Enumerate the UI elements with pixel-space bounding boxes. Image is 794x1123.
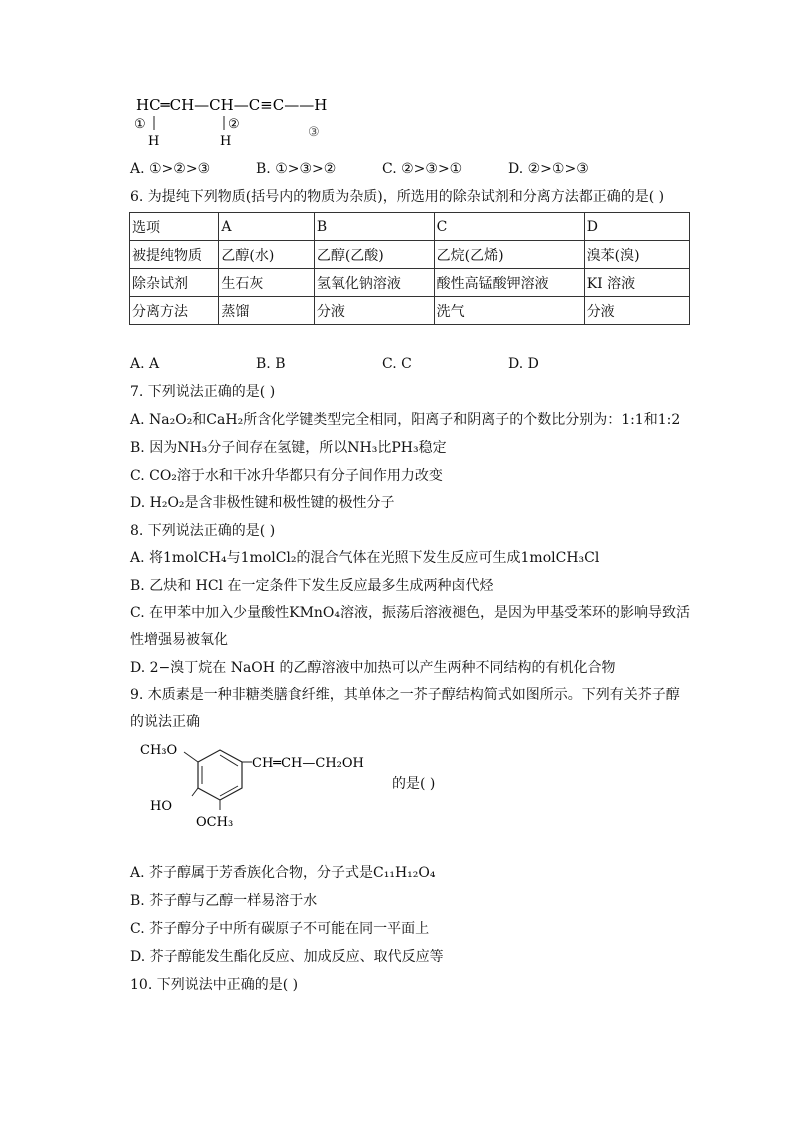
q5-h1: H [148, 134, 160, 149]
q5-formula: HC═CH—CH—C≡C——H [136, 96, 328, 114]
q8-option-a: A. 将1molCH₄与1molCl₂的混合气体在光照下发生反应可生成1molCH₃Cl [130, 550, 600, 566]
table-row [130, 269, 690, 297]
table-row [130, 297, 690, 325]
q9-option-a: A. 芥子醇属于芳香族化合物，分子式是C₁₁H₁₂O₄ [130, 865, 436, 881]
table-header-cell: B [314, 213, 434, 241]
q9-bond-top [184, 752, 198, 762]
table-row [130, 241, 690, 269]
q7-option-a: A. Na₂O₂和CaH₂所含化学键类型完全相同，阳离子和阴离子的个数比分别为：1:1和1:2 [130, 412, 681, 428]
table-cell: 乙醇(水) [219, 241, 314, 269]
q5-option-c: C. ②>③>① [382, 161, 463, 177]
q9-option-b: B. 芥子醇与乙醇一样易溶于水 [130, 893, 318, 909]
q5-label-2: ② [228, 117, 240, 132]
q5-option-a: A. ①>②>③ [130, 161, 211, 177]
q6-option-a: A. A [130, 356, 160, 372]
q10-stem: 10. 下列说法中正确的是( ) [130, 977, 299, 993]
table-header-cell: 选项 [130, 213, 219, 241]
q5-structure-diagram [130, 94, 370, 150]
q9-stem-tail: 的是( ) [392, 776, 436, 792]
q9-ring-double-2 [220, 755, 238, 766]
table-cell: 蒸馏 [219, 297, 314, 325]
table-cell: 酸性高锰酸钾溶液 [434, 269, 584, 297]
table-cell: 分离方法 [130, 297, 219, 325]
table-cell: 洗气 [434, 297, 584, 325]
q7-option-d: D. H₂O₂是含非极性键和极性键的极性分子 [130, 495, 395, 511]
table-cell: 除杂试剂 [130, 269, 219, 297]
q9-substituent-ho: HO [150, 799, 172, 814]
q9-substituent-bottom: OCH₃ [196, 815, 234, 830]
table-header-cell: A [219, 213, 314, 241]
q9-structure-diagram [140, 738, 390, 830]
q9-stem-line1: 9. 木质素是一种非糖类膳食纤维，其单体之一芥子醇结构简式如图所示。下列有关芥子醇 [130, 687, 680, 703]
q9-option-d: D. 芥子醇能发生酯化反应、加成反应、取代反应等 [130, 949, 444, 965]
q6-option-c: C. C [382, 356, 412, 372]
q8-option-b: B. 乙炔和 HCl 在一定条件下发生反应最多生成两种卤代烃 [130, 578, 494, 594]
table-header-cell: C [434, 213, 584, 241]
q8-option-c-line2: 性增强易被氧化 [130, 632, 228, 648]
q5-h2: H [220, 134, 232, 149]
q9-stem-line2: 的说法正确 [130, 714, 200, 730]
q6-option-b: B. B [256, 356, 286, 372]
q9-chain: CH═CH—CH₂OH [252, 756, 364, 771]
table-cell: 被提纯物质 [130, 241, 219, 269]
q5-option-d: D. ②>①>③ [508, 161, 589, 177]
q6-table [129, 212, 690, 325]
q9-benzene-ring [198, 750, 242, 800]
q7-stem: 7. 下列说法正确的是( ) [130, 384, 276, 400]
q6-stem: 6. 为提纯下列物质(括号内的物质为杂质)，所选用的除杂试剂和分离方法都正确的是( ) [130, 189, 665, 205]
table-cell: 生石灰 [219, 269, 314, 297]
q7-option-c: C. CO₂溶于水和干冰升华都只有分子间作用力改变 [130, 468, 443, 484]
q9-option-c: C. 芥子醇分子中所有碳原子不可能在同一平面上 [130, 921, 430, 937]
table-cell: 溴苯(溴) [584, 241, 689, 269]
table-cell: 分液 [584, 297, 689, 325]
q9-substituent-top: CH₃O [140, 743, 178, 758]
q8-stem: 8. 下列说法正确的是( ) [130, 523, 276, 539]
table-header-cell: D [584, 213, 689, 241]
table-row [130, 213, 690, 241]
table-cell: 乙烷(乙烯) [434, 241, 584, 269]
q9-bond-ho [192, 788, 198, 796]
q5-label-1: ① [134, 117, 146, 132]
table-cell: KI 溶液 [584, 269, 689, 297]
table-cell: 乙醇(乙酸) [314, 241, 434, 269]
q5-label-3: ③ [308, 125, 320, 140]
table-cell: 氢氧化钠溶液 [314, 269, 434, 297]
q7-option-b: B. 因为NH₃分子间存在氢键，所以NH₃比PH₃稳定 [130, 440, 447, 456]
q6-option-d: D. D [508, 356, 539, 372]
table-cell: 分液 [314, 297, 434, 325]
q8-option-c-line1: C. 在甲苯中加入少量酸性KMnO₄溶液，振荡后溶液褪色，是因为甲基受苯环的影响导致活 [130, 605, 691, 621]
q8-option-d: D. 2−溴丁烷在 NaOH 的乙醇溶液中加热可以产生两种不同结构的有机化合物 [130, 660, 616, 676]
q5-option-b: B. ①>③>② [256, 161, 337, 177]
